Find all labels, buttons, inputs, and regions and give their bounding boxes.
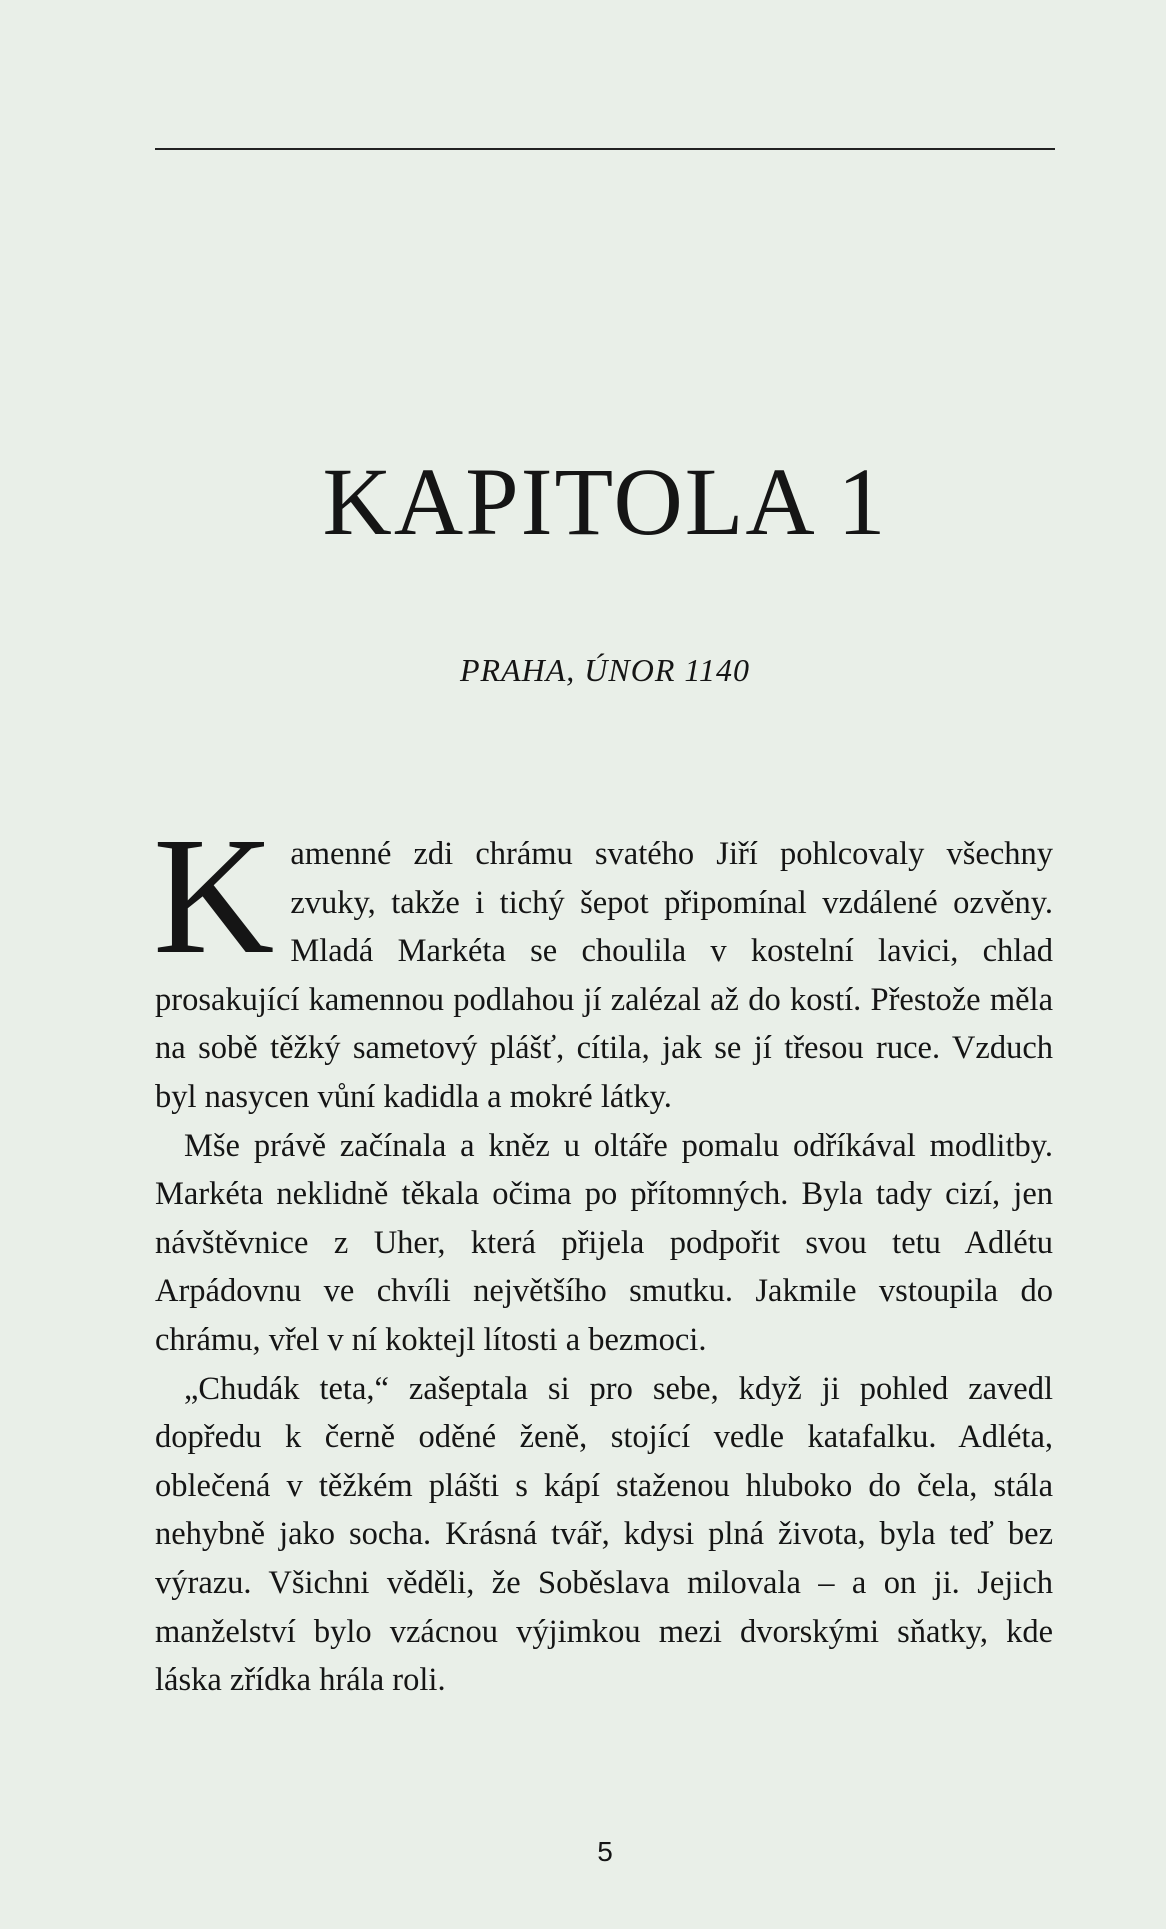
body-text	[153, 803, 1053, 1705]
chapter-title: KAPITOLA 1	[322, 448, 888, 556]
chapter-dateline: PRAHA, ÚNOR 1140	[459, 652, 751, 688]
paragraph-1-text: amenné zdi chrámu svatého Jiří pohlcovaly všechny zvuky, takže i tichý šepot připomínal vzdálené ozvěny. Mladá Markéta se choulila v kostelní lavici, chlad prosakující kamennou podlahou jí zalézal až do kostí. Přestože měla na sobě těžký sametový plášť, cítila, jak se jí třesou ruce. Vzduch byl nasycen vůní kadidla a mokré látky.	[155, 836, 1053, 1115]
page-number: 5	[597, 1836, 613, 1867]
paragraph-3: „Chudák teta,“ zašeptala si pro sebe, když ji pohled zavedl dopředu k černě oděné ženě, stojící vedle katafalku. Adléta, oblečená v těžkém plášti s kápí staženou hluboko do čela, stála nehybně jako socha. Krásná tvář, kdysi plná života, byla teď bez výrazu. Všichni věděli, že Soběslava milovala – a on ji. Jejich manželství bylo vzácnou výjimkou mezi dvorskými sňatky, kde láska zřídka hrála roli.	[155, 1370, 1053, 1699]
header-rule	[155, 148, 1055, 150]
paragraph-1	[153, 803, 1053, 1122]
paragraph-2: Mše právě začínala a kněz u oltáře pomalu odříkával modlitby. Markéta neklidně těkala očima po přítomných. Byla tady cizí, jen návštěvnice z Uher, která přijela podpořit svou tetu Adlétu Arpádovnu ve chvíli největšího smutku. Jakmile vstoupila do chrámu, vřel v ní koktejl lítosti a bezmoci.	[155, 1127, 1053, 1358]
drop-cap: K	[153, 803, 275, 989]
